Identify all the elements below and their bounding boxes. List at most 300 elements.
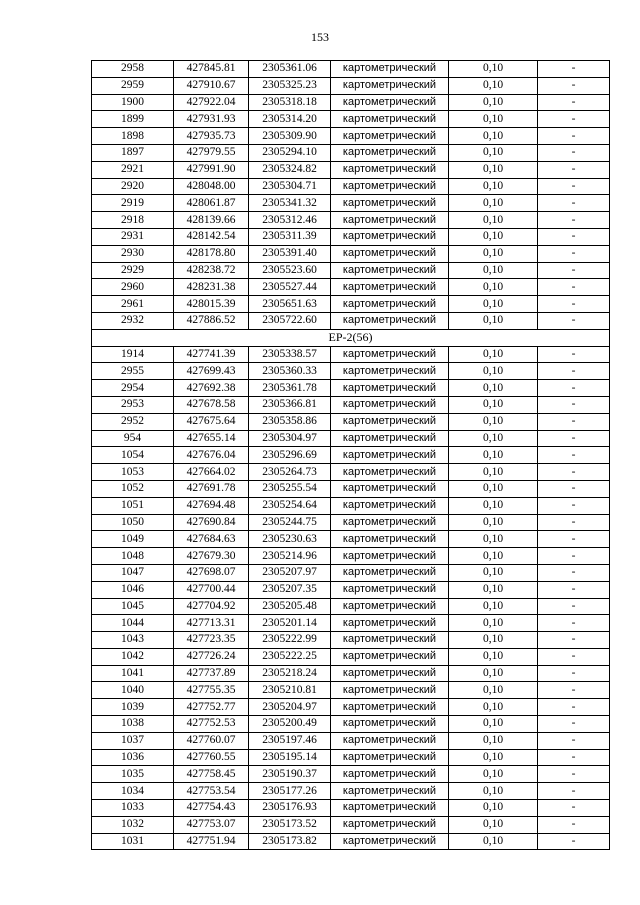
y-coordinate-cell: 2305190.37 [249, 766, 331, 783]
y-coordinate-cell: 2305255.54 [249, 480, 331, 497]
table-row [92, 94, 610, 111]
accuracy-cell: 0,10 [449, 816, 538, 833]
note-cell: - [538, 531, 610, 548]
note-cell: - [538, 833, 610, 850]
y-coordinate-cell: 2305214.96 [249, 548, 331, 565]
accuracy-cell: 0,10 [449, 514, 538, 531]
method-cell: картометрический [331, 531, 449, 548]
y-coordinate-cell: 2305218.24 [249, 665, 331, 682]
point-number-cell: 1034 [92, 783, 174, 800]
point-number-cell: 2953 [92, 396, 174, 413]
note-cell: - [538, 648, 610, 665]
coordinates-table [91, 60, 610, 850]
point-number-cell: 1049 [92, 531, 174, 548]
accuracy-cell: 0,10 [449, 716, 538, 733]
y-coordinate-cell: 2305294.10 [249, 144, 331, 161]
y-coordinate-cell: 2305312.46 [249, 212, 331, 229]
note-cell: - [538, 161, 610, 178]
y-coordinate-cell: 2305222.25 [249, 648, 331, 665]
point-number-cell: 1047 [92, 564, 174, 581]
table-row [92, 615, 610, 632]
x-coordinate-cell: 427979.55 [174, 144, 249, 161]
accuracy-cell: 0,10 [449, 800, 538, 817]
x-coordinate-cell: 428178.80 [174, 245, 249, 262]
note-cell: - [538, 447, 610, 464]
method-cell: картометрический [331, 682, 449, 699]
table-row [92, 682, 610, 699]
method-cell: картометрический [331, 615, 449, 632]
table-row [92, 228, 610, 245]
x-coordinate-cell: 427678.58 [174, 396, 249, 413]
method-cell: картометрический [331, 413, 449, 430]
accuracy-cell: 0,10 [449, 430, 538, 447]
x-coordinate-cell: 427694.48 [174, 497, 249, 514]
x-coordinate-cell: 427698.07 [174, 564, 249, 581]
table-row [92, 111, 610, 128]
page-number: 153 [311, 30, 329, 44]
note-cell: - [538, 144, 610, 161]
y-coordinate-cell: 2305358.86 [249, 413, 331, 430]
note-cell: - [538, 800, 610, 817]
method-cell: картометрический [331, 548, 449, 565]
accuracy-cell: 0,10 [449, 447, 538, 464]
note-cell: - [538, 111, 610, 128]
note-cell: - [538, 665, 610, 682]
x-coordinate-cell: 427758.45 [174, 766, 249, 783]
x-coordinate-cell: 427922.04 [174, 94, 249, 111]
y-coordinate-cell: 2305338.57 [249, 346, 331, 363]
point-number-cell: 2929 [92, 262, 174, 279]
method-cell: картометрический [331, 648, 449, 665]
note-cell: - [538, 245, 610, 262]
note-cell: - [538, 598, 610, 615]
method-cell: картометрический [331, 245, 449, 262]
accuracy-cell: 0,10 [449, 195, 538, 212]
x-coordinate-cell: 427704.92 [174, 598, 249, 615]
y-coordinate-cell: 2305222.99 [249, 632, 331, 649]
point-number-cell: 2920 [92, 178, 174, 195]
note-cell: - [538, 363, 610, 380]
y-coordinate-cell: 2305366.81 [249, 396, 331, 413]
accuracy-cell: 0,10 [449, 262, 538, 279]
note-cell: - [538, 497, 610, 514]
x-coordinate-cell: 428238.72 [174, 262, 249, 279]
note-cell: - [538, 396, 610, 413]
method-cell: картометрический [331, 665, 449, 682]
point-number-cell: 1040 [92, 682, 174, 699]
y-coordinate-cell: 2305200.49 [249, 716, 331, 733]
accuracy-cell: 0,10 [449, 346, 538, 363]
accuracy-cell: 0,10 [449, 228, 538, 245]
y-coordinate-cell: 2305207.97 [249, 564, 331, 581]
point-number-cell: 1033 [92, 800, 174, 817]
table-row [92, 581, 610, 598]
table-row [92, 346, 610, 363]
x-coordinate-cell: 427753.54 [174, 783, 249, 800]
accuracy-cell: 0,10 [449, 665, 538, 682]
table-row [92, 430, 610, 447]
table-row [92, 716, 610, 733]
point-number-cell: 1041 [92, 665, 174, 682]
x-coordinate-cell: 427760.07 [174, 732, 249, 749]
table-row [92, 161, 610, 178]
table-row [92, 363, 610, 380]
x-coordinate-cell: 427910.67 [174, 77, 249, 94]
point-number-cell: 1039 [92, 699, 174, 716]
point-number-cell: 2918 [92, 212, 174, 229]
x-coordinate-cell: 427655.14 [174, 430, 249, 447]
y-coordinate-cell: 2305318.18 [249, 94, 331, 111]
section-header-row [92, 329, 610, 346]
point-number-cell: 2960 [92, 279, 174, 296]
accuracy-cell: 0,10 [449, 564, 538, 581]
y-coordinate-cell: 2305210.81 [249, 682, 331, 699]
note-cell: - [538, 581, 610, 598]
x-coordinate-cell: 427760.55 [174, 749, 249, 766]
method-cell: картометрический [331, 598, 449, 615]
point-number-cell: 2921 [92, 161, 174, 178]
table-row [92, 279, 610, 296]
table-row [92, 598, 610, 615]
table-row [92, 447, 610, 464]
accuracy-cell: 0,10 [449, 548, 538, 565]
x-coordinate-cell: 428048.00 [174, 178, 249, 195]
y-coordinate-cell: 2305651.63 [249, 296, 331, 313]
x-coordinate-cell: 427691.78 [174, 480, 249, 497]
method-cell: картометрический [331, 363, 449, 380]
table-row [92, 816, 610, 833]
method-cell: картометрический [331, 144, 449, 161]
method-cell: картометрический [331, 464, 449, 481]
coordinates-table-body [92, 61, 610, 850]
point-number-cell: 2961 [92, 296, 174, 313]
point-number-cell: 1051 [92, 497, 174, 514]
y-coordinate-cell: 2305177.26 [249, 783, 331, 800]
point-number-cell: 2958 [92, 61, 174, 78]
x-coordinate-cell: 428231.38 [174, 279, 249, 296]
method-cell: картометрический [331, 497, 449, 514]
accuracy-cell: 0,10 [449, 279, 538, 296]
method-cell: картометрический [331, 732, 449, 749]
method-cell: картометрический [331, 94, 449, 111]
accuracy-cell: 0,10 [449, 598, 538, 615]
method-cell: картометрический [331, 128, 449, 145]
method-cell: картометрический [331, 346, 449, 363]
x-coordinate-cell: 427755.35 [174, 682, 249, 699]
method-cell: картометрический [331, 716, 449, 733]
accuracy-cell: 0,10 [449, 312, 538, 329]
method-cell: картометрический [331, 77, 449, 94]
note-cell: - [538, 615, 610, 632]
method-cell: картометрический [331, 61, 449, 78]
x-coordinate-cell: 427741.39 [174, 346, 249, 363]
method-cell: картометрический [331, 480, 449, 497]
method-cell: картометрический [331, 800, 449, 817]
accuracy-cell: 0,10 [449, 783, 538, 800]
table-row [92, 699, 610, 716]
point-number-cell: 2952 [92, 413, 174, 430]
note-cell: - [538, 178, 610, 195]
note-cell: - [538, 816, 610, 833]
method-cell: картометрический [331, 296, 449, 313]
point-number-cell: 1045 [92, 598, 174, 615]
x-coordinate-cell: 427752.77 [174, 699, 249, 716]
note-cell: - [538, 783, 610, 800]
method-cell: картометрический [331, 228, 449, 245]
accuracy-cell: 0,10 [449, 111, 538, 128]
accuracy-cell: 0,10 [449, 682, 538, 699]
y-coordinate-cell: 2305176.93 [249, 800, 331, 817]
method-cell: картометрический [331, 816, 449, 833]
y-coordinate-cell: 2305201.14 [249, 615, 331, 632]
point-number-cell: 954 [92, 430, 174, 447]
point-number-cell: 1052 [92, 480, 174, 497]
method-cell: картометрический [331, 430, 449, 447]
x-coordinate-cell: 427991.90 [174, 161, 249, 178]
method-cell: картометрический [331, 699, 449, 716]
accuracy-cell: 0,10 [449, 749, 538, 766]
method-cell: картометрический [331, 514, 449, 531]
y-coordinate-cell: 2305244.75 [249, 514, 331, 531]
accuracy-cell: 0,10 [449, 732, 538, 749]
accuracy-cell: 0,10 [449, 296, 538, 313]
point-number-cell: 1032 [92, 816, 174, 833]
point-number-cell: 1038 [92, 716, 174, 733]
accuracy-cell: 0,10 [449, 212, 538, 229]
y-coordinate-cell: 2305207.35 [249, 581, 331, 598]
y-coordinate-cell: 2305204.97 [249, 699, 331, 716]
table-row [92, 464, 610, 481]
accuracy-cell: 0,10 [449, 161, 538, 178]
point-number-cell: 1036 [92, 749, 174, 766]
accuracy-cell: 0,10 [449, 380, 538, 397]
method-cell: картометрический [331, 447, 449, 464]
accuracy-cell: 0,10 [449, 833, 538, 850]
point-number-cell: 2954 [92, 380, 174, 397]
y-coordinate-cell: 2305304.71 [249, 178, 331, 195]
note-cell: - [538, 296, 610, 313]
method-cell: картометрический [331, 195, 449, 212]
table-row [92, 564, 610, 581]
x-coordinate-cell: 427723.35 [174, 632, 249, 649]
y-coordinate-cell: 2305360.33 [249, 363, 331, 380]
point-number-cell: 1914 [92, 346, 174, 363]
accuracy-cell: 0,10 [449, 632, 538, 649]
y-coordinate-cell: 2305324.82 [249, 161, 331, 178]
note-cell: - [538, 195, 610, 212]
accuracy-cell: 0,10 [449, 94, 538, 111]
method-cell: картометрический [331, 262, 449, 279]
table-row [92, 212, 610, 229]
method-cell: картометрический [331, 833, 449, 850]
note-cell: - [538, 749, 610, 766]
point-number-cell: 1037 [92, 732, 174, 749]
table-row [92, 178, 610, 195]
note-cell: - [538, 632, 610, 649]
x-coordinate-cell: 427845.81 [174, 61, 249, 78]
method-cell: картометрический [331, 380, 449, 397]
y-coordinate-cell: 2305361.06 [249, 61, 331, 78]
note-cell: - [538, 212, 610, 229]
y-coordinate-cell: 2305325.23 [249, 77, 331, 94]
x-coordinate-cell: 427754.43 [174, 800, 249, 817]
note-cell: - [538, 732, 610, 749]
table-row [92, 396, 610, 413]
table-row [92, 61, 610, 78]
note-cell: - [538, 430, 610, 447]
point-number-cell: 2919 [92, 195, 174, 212]
note-cell: - [538, 480, 610, 497]
method-cell: картометрический [331, 581, 449, 598]
method-cell: картометрический [331, 111, 449, 128]
y-coordinate-cell: 2305527.44 [249, 279, 331, 296]
method-cell: картометрический [331, 783, 449, 800]
table-row [92, 380, 610, 397]
note-cell: - [538, 716, 610, 733]
table-row [92, 413, 610, 430]
y-coordinate-cell: 2305311.39 [249, 228, 331, 245]
x-coordinate-cell: 428142.54 [174, 228, 249, 245]
table-row [92, 648, 610, 665]
accuracy-cell: 0,10 [449, 648, 538, 665]
x-coordinate-cell: 427679.30 [174, 548, 249, 565]
note-cell: - [538, 228, 610, 245]
point-number-cell: 2932 [92, 312, 174, 329]
table-row [92, 195, 610, 212]
point-number-cell: 2959 [92, 77, 174, 94]
y-coordinate-cell: 2305309.90 [249, 128, 331, 145]
point-number-cell: 1042 [92, 648, 174, 665]
point-number-cell: 1050 [92, 514, 174, 531]
y-coordinate-cell: 2305523.60 [249, 262, 331, 279]
note-cell: - [538, 413, 610, 430]
point-number-cell: 1031 [92, 833, 174, 850]
accuracy-cell: 0,10 [449, 615, 538, 632]
point-number-cell: 1044 [92, 615, 174, 632]
x-coordinate-cell: 427675.64 [174, 413, 249, 430]
x-coordinate-cell: 427751.94 [174, 833, 249, 850]
table-row [92, 531, 610, 548]
method-cell: картометрический [331, 396, 449, 413]
point-number-cell: 2931 [92, 228, 174, 245]
x-coordinate-cell: 427664.02 [174, 464, 249, 481]
note-cell: - [538, 548, 610, 565]
note-cell: - [538, 380, 610, 397]
point-number-cell: 1900 [92, 94, 174, 111]
x-coordinate-cell: 427699.43 [174, 363, 249, 380]
accuracy-cell: 0,10 [449, 144, 538, 161]
y-coordinate-cell: 2305173.52 [249, 816, 331, 833]
x-coordinate-cell: 427700.44 [174, 581, 249, 598]
table-row [92, 312, 610, 329]
point-number-cell: 1046 [92, 581, 174, 598]
y-coordinate-cell: 2305314.20 [249, 111, 331, 128]
accuracy-cell: 0,10 [449, 363, 538, 380]
method-cell: картометрический [331, 564, 449, 581]
table-row [92, 632, 610, 649]
x-coordinate-cell: 427753.07 [174, 816, 249, 833]
accuracy-cell: 0,10 [449, 178, 538, 195]
accuracy-cell: 0,10 [449, 464, 538, 481]
accuracy-cell: 0,10 [449, 61, 538, 78]
point-number-cell: 1043 [92, 632, 174, 649]
note-cell: - [538, 61, 610, 78]
y-coordinate-cell: 2305254.64 [249, 497, 331, 514]
accuracy-cell: 0,10 [449, 245, 538, 262]
note-cell: - [538, 766, 610, 783]
x-coordinate-cell: 427690.84 [174, 514, 249, 531]
x-coordinate-cell: 427726.24 [174, 648, 249, 665]
x-coordinate-cell: 427752.53 [174, 716, 249, 733]
accuracy-cell: 0,10 [449, 581, 538, 598]
y-coordinate-cell: 2305361.78 [249, 380, 331, 397]
point-number-cell: 1898 [92, 128, 174, 145]
y-coordinate-cell: 2305195.14 [249, 749, 331, 766]
y-coordinate-cell: 2305230.63 [249, 531, 331, 548]
y-coordinate-cell: 2305722.60 [249, 312, 331, 329]
accuracy-cell: 0,10 [449, 413, 538, 430]
accuracy-cell: 0,10 [449, 497, 538, 514]
accuracy-cell: 0,10 [449, 128, 538, 145]
table-row [92, 783, 610, 800]
y-coordinate-cell: 2305205.48 [249, 598, 331, 615]
table-row [92, 800, 610, 817]
table-row [92, 245, 610, 262]
point-number-cell: 1897 [92, 144, 174, 161]
x-coordinate-cell: 427935.73 [174, 128, 249, 145]
table-row [92, 766, 610, 783]
table-row [92, 296, 610, 313]
accuracy-cell: 0,10 [449, 480, 538, 497]
point-number-cell: 1054 [92, 447, 174, 464]
y-coordinate-cell: 2305341.32 [249, 195, 331, 212]
table-row [92, 833, 610, 850]
table-row [92, 128, 610, 145]
table-row [92, 749, 610, 766]
y-coordinate-cell: 2305173.82 [249, 833, 331, 850]
method-cell: картометрический [331, 312, 449, 329]
note-cell: - [538, 279, 610, 296]
point-number-cell: 1035 [92, 766, 174, 783]
x-coordinate-cell: 427692.38 [174, 380, 249, 397]
note-cell: - [538, 699, 610, 716]
point-number-cell: 2930 [92, 245, 174, 262]
section-header: ЕР-2(56) [92, 329, 610, 346]
note-cell: - [538, 464, 610, 481]
x-coordinate-cell: 427713.31 [174, 615, 249, 632]
x-coordinate-cell: 427886.52 [174, 312, 249, 329]
note-cell: - [538, 262, 610, 279]
note-cell: - [538, 128, 610, 145]
table-row [92, 480, 610, 497]
note-cell: - [538, 77, 610, 94]
table-row [92, 665, 610, 682]
y-coordinate-cell: 2305296.69 [249, 447, 331, 464]
method-cell: картометрический [331, 749, 449, 766]
accuracy-cell: 0,10 [449, 396, 538, 413]
method-cell: картометрический [331, 279, 449, 296]
x-coordinate-cell: 428015.39 [174, 296, 249, 313]
y-coordinate-cell: 2305264.73 [249, 464, 331, 481]
accuracy-cell: 0,10 [449, 531, 538, 548]
y-coordinate-cell: 2305304.97 [249, 430, 331, 447]
note-cell: - [538, 682, 610, 699]
x-coordinate-cell: 428061.87 [174, 195, 249, 212]
note-cell: - [538, 94, 610, 111]
table-row [92, 77, 610, 94]
note-cell: - [538, 312, 610, 329]
method-cell: картометрический [331, 178, 449, 195]
